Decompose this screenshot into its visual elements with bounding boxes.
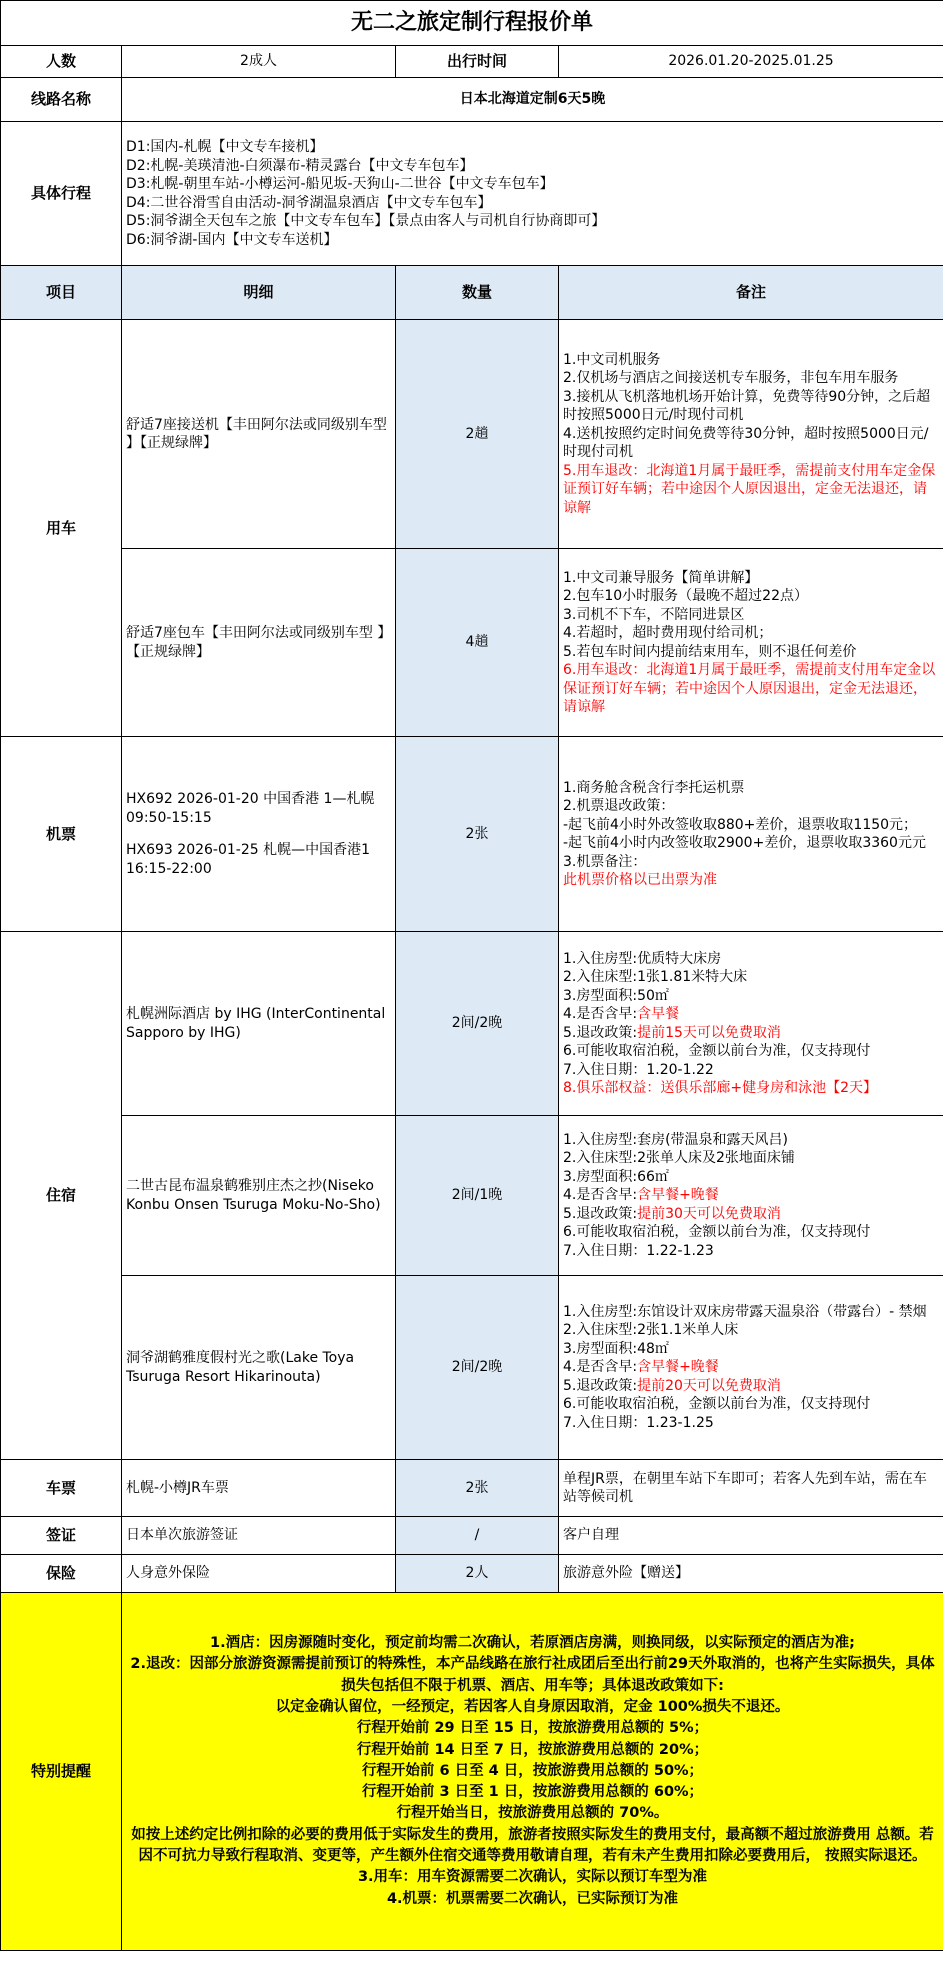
note-line: 1.入住房型:东馆设计双床房带露天温泉浴（带露台）- 禁烟 <box>563 1303 927 1320</box>
notice-line: 以定金确认留位，一经预定，若因客人自身原因取消，定金 100%损失不退还。 <box>275 1698 790 1715</box>
train-label: 车票 <box>1 1460 122 1517</box>
visa-qty: / <box>396 1517 559 1555</box>
hotel-qty: 2间/2晚 <box>396 1276 559 1460</box>
note-line: 2.仅机场与酒店之间接送机专车服务，非包车用车服务 <box>563 370 899 387</box>
note-line: 4.是否含早:含早餐+晚餐 <box>563 1359 719 1376</box>
insurance-note: 旅游意外险【赠送】 <box>559 1555 943 1593</box>
note-line: 1.商务舱含税含行李托运机票 <box>563 779 745 796</box>
note-line: 6.可能收取宿泊税，金额以前台为准，仅支持现付 <box>563 1396 871 1413</box>
hotel-label: 住宿 <box>1 932 122 1460</box>
note-line-warning: 此机票价格以已出票为准 <box>563 872 717 888</box>
car-qty: 4趟 <box>396 549 559 737</box>
flight-qty: 2张 <box>396 737 559 932</box>
note-line-warning: 6.用车退改：北海道1月属于最旺季，需提前支付用车定金以保证预订好车辆；若中途因个人原因退出，定金无法退还，请谅解 <box>563 662 936 715</box>
note-line: 5.退改政策:提前15天可以免费取消 <box>563 1024 781 1041</box>
notice-line: 4.机票：机票需要二次确认，已实际预订为准 <box>386 1890 679 1907</box>
flight-return: HX693 2026-01-25 札幌—中国香港1 16:15-22:00 <box>126 842 371 877</box>
flight-notes <box>559 737 943 932</box>
hotel-qty: 2间/2晚 <box>396 932 559 1116</box>
hotel-qty: 2间/1晚 <box>396 1116 559 1276</box>
people-label: 人数 <box>1 46 122 78</box>
car-qty: 2趟 <box>396 320 559 549</box>
note-line: 7.入住日期：1.23-1.25 <box>563 1414 714 1431</box>
note-line: 6.可能收取宿泊税，金额以前台为准，仅支持现付 <box>563 1224 871 1241</box>
header-remark: 备注 <box>559 266 943 320</box>
itinerary-days <box>122 122 943 266</box>
note-line: 6.可能收取宿泊税，金额以前台为准，仅支持现付 <box>563 1043 871 1059</box>
note-line: 4.若超时，超时费用现付给司机； <box>563 625 773 641</box>
insurance-label: 保险 <box>1 1555 122 1593</box>
train-detail: 札幌-小樽JR车票 <box>122 1460 396 1517</box>
note-line: -起飞前4小时内改签收取2900+差价，退票收取3360元元 <box>563 835 926 851</box>
note-line: 1.入住房型:套房(带温泉和露天风吕) <box>563 1131 788 1148</box>
note-line: 5.退改政策:提前30天可以免费取消 <box>563 1205 781 1222</box>
notice-line: 行程开始前 14 日至 7 日，按旅游费用总额的 20%； <box>356 1741 709 1758</box>
train-note: 单程JR票，在朝里车站下车即可；若客人先到车站，需在车站等候司机 <box>559 1460 943 1517</box>
flight-label: 机票 <box>1 737 122 932</box>
note-line: 3.房型面积:50㎡ <box>563 987 669 1004</box>
note-line-warning: 8.俱乐部权益：送俱乐部廊+健身房和泳池【2天】 <box>563 1080 877 1096</box>
notice-line: 行程开始前 6 日至 4 日，按旅游费用总额的 50%； <box>361 1762 704 1779</box>
note-line: -起飞前4小时外改签收取880+差价，退票收取1150元； <box>563 816 918 833</box>
notice-line: 如按上述约定比例扣除的必要的费用低于实际发生的费用，旅游者按照实际发生的费用支付，最高额不超过旅游费用 总额。若因不可抗力导致行程取消、变更等，产生额外住宿交通等费用敬请自理，若有未产生费用扣除必要费用后， 按照实际退还。 <box>131 1826 934 1865</box>
note-line: 5.若包车时间内提前结束用车，则不退任何差价 <box>563 643 857 660</box>
itinerary-day: D2:札幌-美瑛清池-白须瀑布-精灵露台【中文专车包车】 <box>126 157 474 174</box>
note-line: 2.入住床型:2张单人床及2张地面床铺 <box>563 1150 795 1167</box>
hotel-notes <box>559 1116 943 1276</box>
header-item: 项目 <box>1 266 122 320</box>
flight-outbound: HX692 2026-01-20 中国香港 1—札幌 09:50-15:15 <box>126 791 375 826</box>
note-line: 4.是否含早:含早餐 <box>563 1006 680 1022</box>
hotel-notes <box>559 932 943 1116</box>
visa-label: 签证 <box>1 1517 122 1555</box>
note-line: 2.包车10小时服务（最晚不超过22点） <box>563 588 808 604</box>
notice-line: 行程开始前 29 日至 15 日，按旅游费用总额的 5%； <box>356 1720 709 1737</box>
itinerary-label: 具体行程 <box>1 122 122 266</box>
note-line: 2.入住床型:1张1.81米特大床 <box>563 969 748 985</box>
notice-line: 1.酒店：因房源随时变化，预定前均需二次确认，若原酒店房满，则换同级，以实际预定的酒店为准; <box>210 1635 855 1652</box>
people-value: 2成人 <box>122 46 396 78</box>
route-label: 线路名称 <box>1 78 122 122</box>
note-line: 2.机票退改政策： <box>563 798 675 814</box>
page-title: 无二之旅定制行程报价单 <box>1 1 943 46</box>
insurance-detail: 人身意外保险 <box>122 1555 396 1593</box>
itinerary-day: D4:二世谷滑雪自由活动-洞爷湖温泉酒店【中文专车包车】 <box>126 194 492 211</box>
notice-line: 行程开始前 3 日至 1 日，按旅游费用总额的 60%； <box>361 1784 704 1801</box>
itinerary-day: D6:洞爷湖-国内【中文专车送机】 <box>126 231 338 248</box>
note-line: 7.入住日期：1.22-1.23 <box>563 1242 714 1259</box>
notice-line: 2.退改：因部分旅游资源需提前预订的特殊性，本产品线路在旅行社成团后至出行前29天外取消的，也将产生实际损失，具体损失包括但不限于机票、酒店、用车等；具体退改政策如下: <box>130 1656 935 1694</box>
note-line: 1.入住房型:优质特大床房 <box>563 950 722 967</box>
route-value: 日本北海道定制6天5晚 <box>122 78 943 122</box>
note-line: 1.中文司机服务 <box>563 351 661 368</box>
itinerary-day: D3:札幌-朝里车站-小樽运河-船见坂-天狗山-二世谷【中文专车包车】 <box>126 176 554 192</box>
header-qty: 数量 <box>396 266 559 320</box>
hotel-notes <box>559 1276 943 1460</box>
note-line: 5.退改政策:提前20天可以免费取消 <box>563 1377 781 1394</box>
itinerary-day: D1:国内-札幌【中文专车接机】 <box>126 139 324 155</box>
note-line: 1.中文司兼导服务【简单讲解】 <box>563 569 759 586</box>
note-line: 4.送机按照约定时间免费等待30分钟，超时按照5000日元/时现付司机 <box>563 425 929 461</box>
note-line: 4.是否含早:含早餐+晚餐 <box>563 1187 719 1204</box>
note-line: 3.司机不下车，不陪同进景区 <box>563 606 745 623</box>
hotel-detail: 洞爷湖鹤雅度假村光之歌(Lake Toya Tsuruga Resort Hikarinouta) <box>122 1276 396 1460</box>
flight-detail <box>122 737 396 932</box>
travel-time-label: 出行时间 <box>396 46 559 78</box>
notice-line: 行程开始当日，按旅游费用总额的 70%。 <box>396 1805 669 1822</box>
note-line: 2.入住床型:2张1.1米单人床 <box>563 1322 739 1339</box>
car-notes <box>559 320 943 549</box>
insurance-qty: 2人 <box>396 1555 559 1593</box>
car-detail: 舒适7座包车【丰田阿尔法或同级别车型 】【正规绿牌】 <box>122 549 396 737</box>
hotel-detail: 二世古昆布温泉鹤雅别庄杰之抄(Niseko Konbu Onsen Tsuruga Moku-No-Sho) <box>122 1116 396 1276</box>
note-line: 3.机票备注： <box>563 853 647 870</box>
visa-detail: 日本单次旅游签证 <box>122 1517 396 1555</box>
car-notes <box>559 549 943 737</box>
car-label: 用车 <box>1 320 122 737</box>
itinerary-day: D5:洞爷湖全天包车之旅【中文专车包车】【景点由客人与司机自行协商即可】 <box>126 213 606 229</box>
travel-time-value: 2026.01.20-2025.01.25 <box>559 46 943 78</box>
car-detail: 舒适7座接送机【丰田阿尔法或同级别车型 】【正规绿牌】 <box>122 320 396 549</box>
notice-line: 3.用车：用车资源需要二次确认，实际以预订车型为准 <box>357 1869 708 1886</box>
special-notice-body <box>122 1593 943 1951</box>
note-line: 3.房型面积:48㎡ <box>563 1340 669 1357</box>
note-line: 7.入住日期：1.20-1.22 <box>563 1061 714 1078</box>
train-qty: 2张 <box>396 1460 559 1517</box>
note-line-warning: 5.用车退改：北海道1月属于最旺季，需提前支付用车定金保证预订好车辆；若中途因个人原因退出，定金无法退还，请谅解 <box>563 462 936 516</box>
header-detail: 明细 <box>122 266 396 320</box>
visa-note: 客户自理 <box>559 1517 943 1555</box>
note-line: 3.房型面积:66㎡ <box>563 1168 669 1185</box>
hotel-detail: 札幌洲际酒店 by IHG (InterContinental Sapporo by IHG) <box>122 932 396 1116</box>
special-notice-label: 特别提醒 <box>1 1593 122 1951</box>
note-line: 3.接机从飞机落地机场开始计算，免费等待90分钟，之后超时按照5000日元/时现付司机 <box>563 388 931 424</box>
